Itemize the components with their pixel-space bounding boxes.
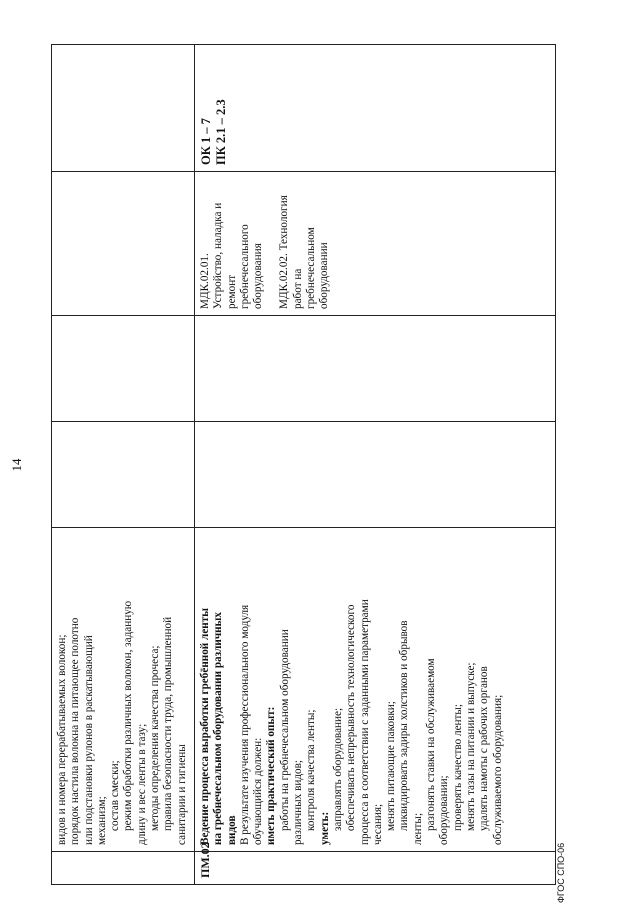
text-line: МДК.02.02. Технология xyxy=(278,195,291,309)
text-line: Ведение процесса выработки гребённой ленты xyxy=(199,608,211,845)
module-code-cell xyxy=(52,852,195,885)
curriculum-table xyxy=(51,44,556,885)
text-line: санитарии и гигиены xyxy=(175,744,188,845)
text-line: ремонт xyxy=(225,274,238,309)
content-lines xyxy=(56,534,189,845)
text-line: чесания; xyxy=(371,803,384,845)
mdk-02-01 xyxy=(199,178,265,309)
text-line: разгонять ставки на обслуживаемом xyxy=(425,658,438,831)
text-line: механизм; xyxy=(95,796,108,845)
text-line: обслуживаемого оборудования; xyxy=(491,694,504,845)
text-line: В результате изучения профессионального модуля xyxy=(238,604,251,845)
text-line: контроля качества ленты; xyxy=(305,709,318,831)
module-content-cell xyxy=(52,528,195,852)
text-line: ОК 1 – 7 xyxy=(199,118,213,165)
module-code-cell: ПМ.02 xyxy=(195,852,556,885)
module-content-cell xyxy=(195,528,556,852)
hours-cell xyxy=(195,316,556,422)
empty-cell xyxy=(52,172,195,316)
rotated-page xyxy=(9,45,591,903)
text-line: состав смески; xyxy=(109,760,122,831)
text-line: менять тазы на питании и выпуске; xyxy=(464,662,477,831)
text-line: иметь практический опыт: xyxy=(265,706,278,845)
text-line: работ на xyxy=(291,268,304,309)
text-line: режим обработки различных волокон, заданную xyxy=(122,600,135,831)
content-lines xyxy=(199,534,505,845)
empty-cell xyxy=(52,316,195,422)
empty-cell xyxy=(52,45,195,172)
text-line: ликвидировать задиры холстиков и обрывов xyxy=(398,620,411,831)
text-line: МДК.02.01. xyxy=(199,253,211,309)
text-line: длину и вес ленты в тазу; xyxy=(135,723,148,845)
page-number: 14 xyxy=(9,458,24,472)
text-line: или подстановки рулонов в раскатывающий xyxy=(82,635,95,845)
competencies xyxy=(199,51,229,165)
text-line: гребнечесальном xyxy=(305,227,318,309)
empty-cell xyxy=(52,422,195,528)
mdk-02-02 xyxy=(278,178,331,309)
table-row xyxy=(195,45,556,885)
text-line: работы на гребнечесальном оборудовании xyxy=(278,629,291,831)
mdk-cell xyxy=(195,172,556,316)
text-line: ПК 2.1 – 2.3 xyxy=(214,99,228,165)
text-line: видов и номера перерабатываемых волокон; xyxy=(56,634,68,845)
text-line: обучающийся должен: xyxy=(252,737,265,845)
text-line: правила безопасности труда, промышленной xyxy=(162,616,175,831)
text-line: ленты; xyxy=(411,812,424,845)
text-line: методы определения качества прочеса; xyxy=(149,645,162,831)
text-line: оборудовании xyxy=(318,242,331,309)
text-line: процесса в соответствии с заданными параметрами xyxy=(358,599,371,845)
text-line: видов xyxy=(225,815,238,845)
text-line: Устройство, наладка и xyxy=(212,202,225,309)
text-line: удалять намоты с рабочих органов xyxy=(478,666,491,831)
text-line: гребнечесального xyxy=(238,224,251,309)
text-line: уметь: xyxy=(318,811,331,845)
text-line: оборудования xyxy=(252,243,265,309)
text-line: на гребнечесальном оборудовании различных xyxy=(212,612,225,845)
text-line: различных видов; xyxy=(292,759,305,845)
page-footer: ФГОС СПО-06 xyxy=(556,842,566,903)
text-line: заправлять оборудование; xyxy=(331,707,344,831)
hours-cell xyxy=(195,422,556,528)
text-line: менять питающие паковки; xyxy=(385,701,398,831)
competencies-cell xyxy=(195,45,556,172)
text-line: обеспечивать непрерывность технологического xyxy=(345,604,358,831)
text-line: порядок настила волокна на питающее полотно xyxy=(69,617,82,845)
table-row xyxy=(52,45,195,885)
text-line: проверять качество ленты; xyxy=(451,703,464,831)
text-line: оборудовании; xyxy=(438,775,451,845)
